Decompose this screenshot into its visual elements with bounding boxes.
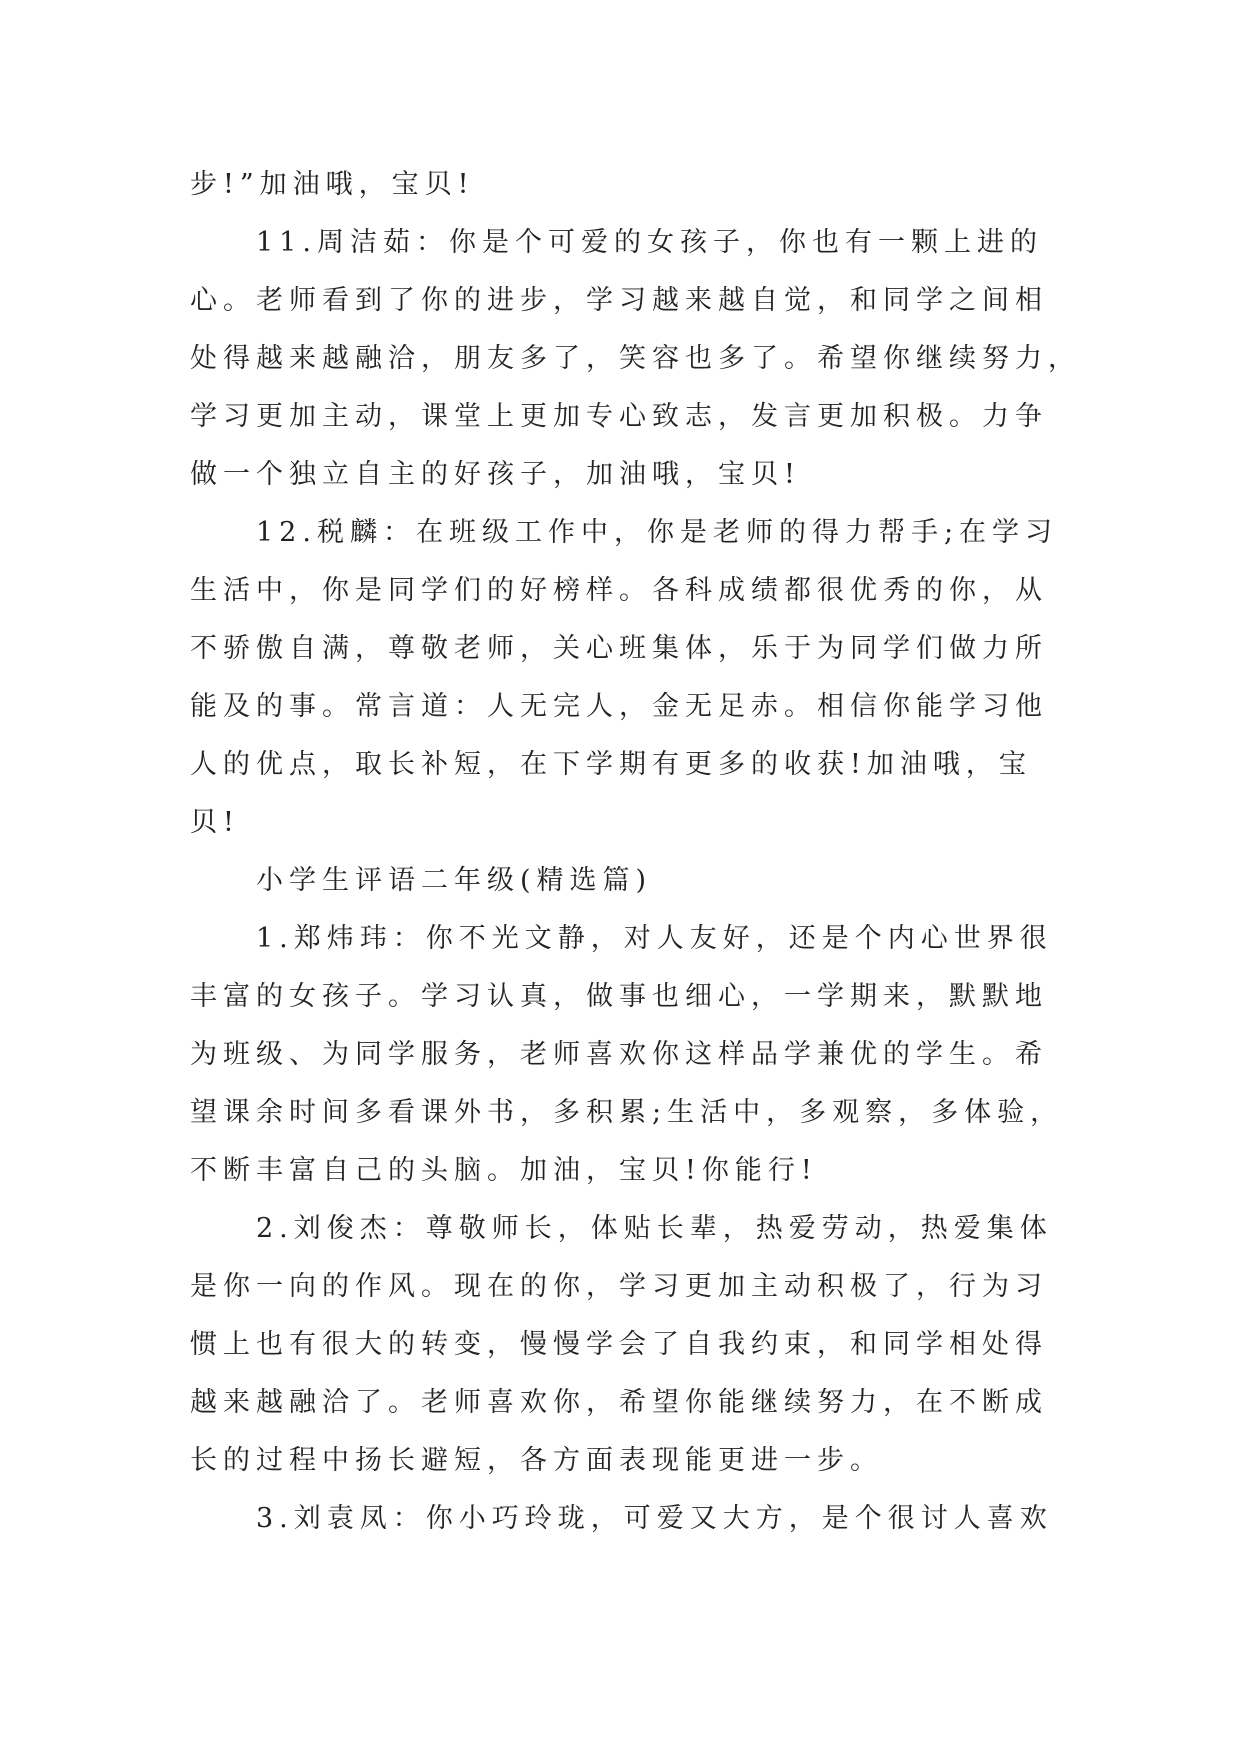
text-line: 12.税麟：在班级工作中，你是老师的得力帮手;在学习: [256, 517, 1059, 548]
heading-line: 小学生评语二年级(精选篇): [256, 865, 653, 896]
text-line: 做一个独立自主的好孩子，加油哦，宝贝!: [190, 459, 801, 490]
text-line: 步!”加油哦，宝贝!: [190, 169, 475, 200]
text-line: 惯上也有很大的转变，慢慢学会了自我约束，和同学相处得: [190, 1329, 1048, 1360]
text-line: 不骄傲自满，尊敬老师，关心班集体，乐于为同学们做力所: [190, 633, 1048, 664]
text-line: 人的优点，取长补短，在下学期有更多的收获!加油哦，宝: [190, 749, 1032, 780]
text-line: 心。老师看到了你的进步，学习越来越自觉，和同学之间相: [190, 285, 1048, 316]
paragraph-comment-3: [190, 1490, 1070, 1548]
text-line: 为班级、为同学服务，老师喜欢你这样品学兼优的学生。希: [190, 1039, 1048, 1070]
text-line: 丰富的女孩子。学习认真，做事也细心，一学期来，默默地: [190, 981, 1048, 1012]
text-line: 3.刘袁凤：你小巧玲珑，可爱又大方，是个很讨人喜欢: [256, 1503, 1053, 1534]
text-line: 11.周洁茹：你是个可爱的女孩子，你也有一颗上进的: [256, 227, 1043, 258]
text-line: 长的过程中扬长避短，各方面表现能更进一步。: [190, 1445, 883, 1476]
text-line: 能及的事。常言道：人无完人，金无足赤。相信你能学习他: [190, 691, 1048, 722]
paragraph-comment-2: [190, 1200, 1070, 1490]
paragraph-comment-1: [190, 910, 1070, 1200]
text-line: 1.郑炜玮：你不光文静，对人友好，还是个内心世界很: [256, 923, 1053, 954]
document-body: [190, 156, 1081, 1548]
paragraph-comment-11: [190, 214, 1081, 504]
text-line: 2.刘俊杰：尊敬师长，体贴长辈，热爱劳动，热爱集体: [256, 1213, 1053, 1244]
section-heading: [190, 852, 1070, 910]
text-line: 是你一向的作风。现在的你，学习更加主动积极了，行为习: [190, 1271, 1048, 1302]
paragraph-comment-12: [190, 504, 1070, 852]
text-line: 望课余时间多看课外书，多积累;生活中，多观察，多体验，: [190, 1097, 1064, 1128]
paragraph-continuation: [190, 156, 1070, 214]
text-line: 学习更加主动，课堂上更加专心致志，发言更加积极。力争: [190, 401, 1048, 432]
text-line: 处得越来越融洽，朋友多了，笑容也多了。希望你继续努力，: [190, 343, 1081, 374]
text-line: 越来越融洽了。老师喜欢你，希望你能继续努力，在不断成: [190, 1387, 1048, 1418]
text-line: 贝!: [190, 807, 240, 838]
text-line: 生活中，你是同学们的好榜样。各科成绩都很优秀的你，从: [190, 575, 1048, 606]
text-line: 不断丰富自己的头脑。加油，宝贝!你能行!: [190, 1155, 818, 1186]
